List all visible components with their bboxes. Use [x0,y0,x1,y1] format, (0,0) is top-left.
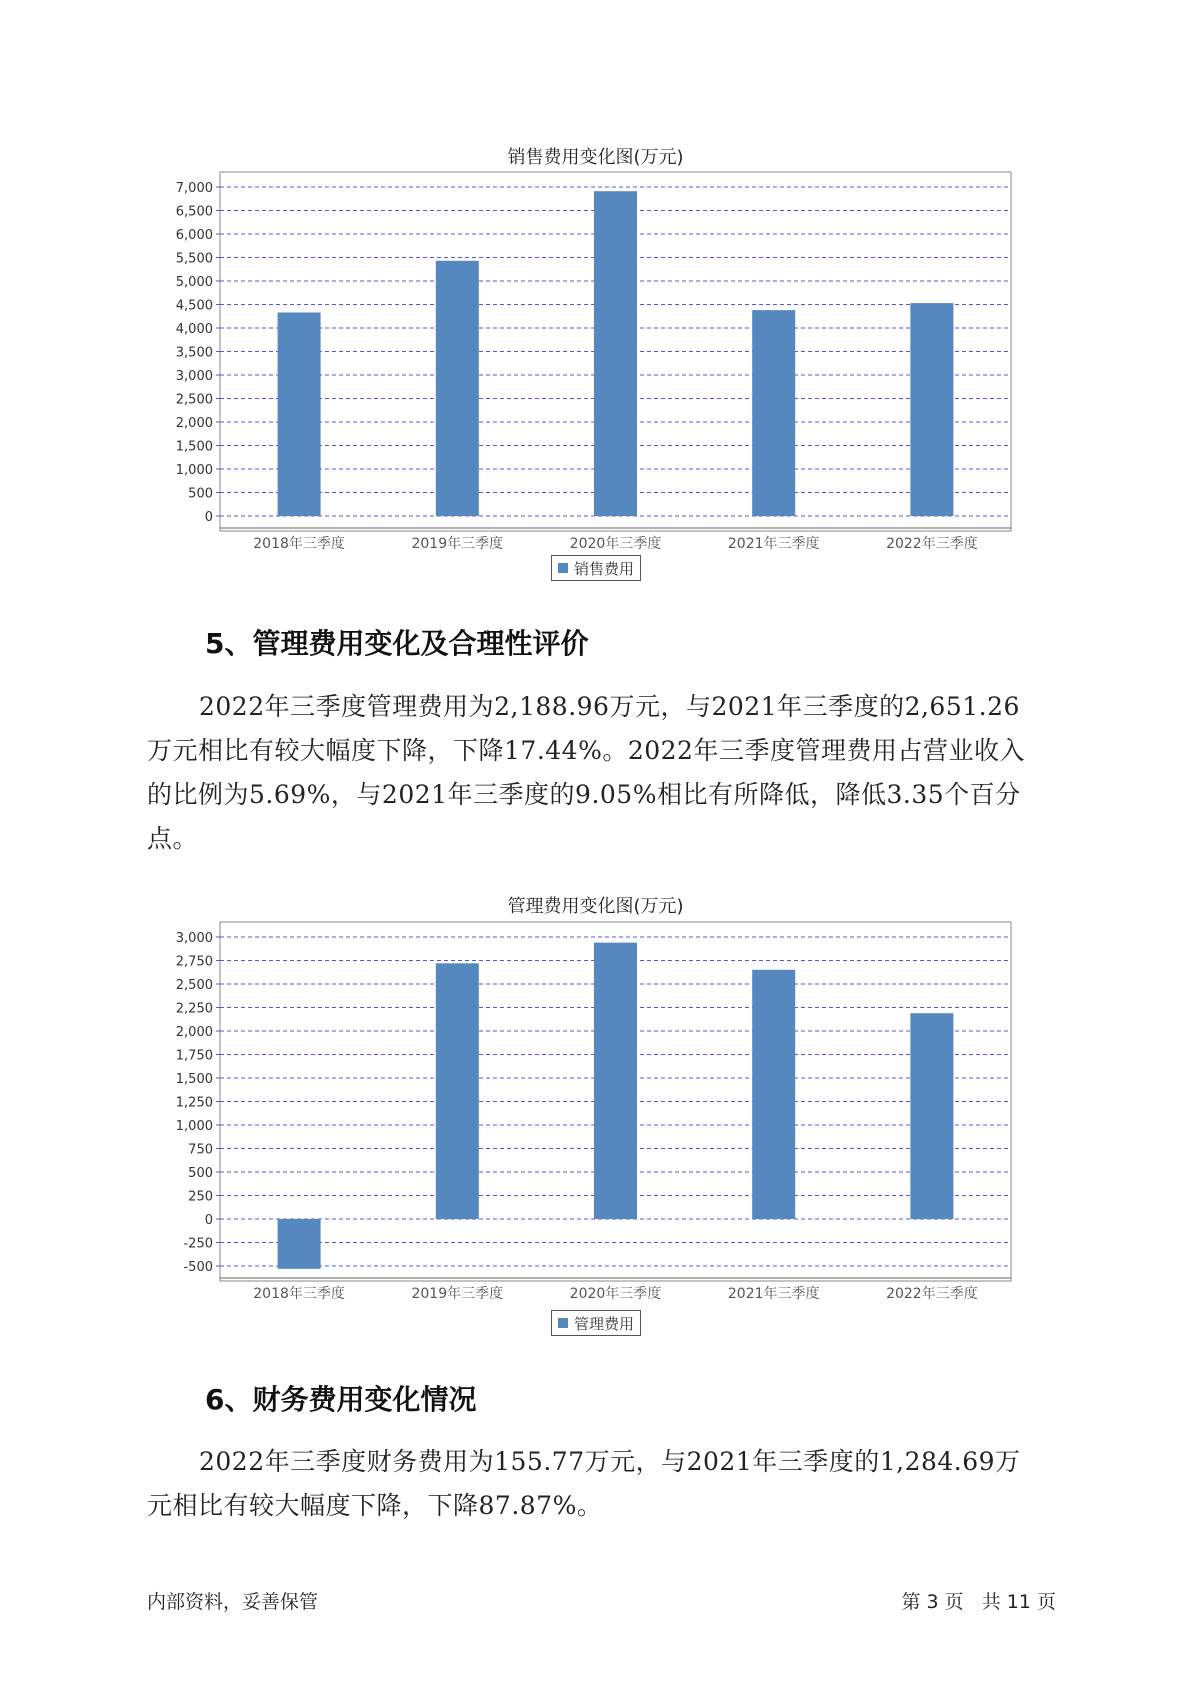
chart1-legend [551,555,641,581]
bar [278,1219,321,1269]
y-tick-label: 2,500 [175,978,213,993]
bar [594,191,637,516]
x-tick-label: 2022年三季度 [886,536,978,550]
y-tick-label: 1,500 [175,439,213,455]
x-tick-label: 2018年三季度 [253,536,345,550]
y-tick-label: 1,750 [175,1048,213,1064]
x-tick-label: 2021年三季度 [727,1286,820,1300]
y-tick-label: 1,250 [175,1095,213,1111]
y-tick-label: 6,000 [175,228,213,243]
section5-heading: 5、管理费用变化及合理性评价 [205,627,589,660]
y-tick-label: -250 [183,1236,213,1252]
y-tick-label: 500 [188,1166,213,1181]
bar [594,943,637,1219]
chart1-legend-label: 销售费用 [574,559,635,578]
y-tick-label: 3,000 [175,369,213,384]
section6-heading: 6、财务费用变化情况 [205,1383,477,1416]
x-tick-label: 2019年三季度 [411,1286,504,1300]
y-tick-label: 7,000 [175,181,213,196]
y-tick-label: 0 [204,510,213,525]
sales-expense-chart [0,170,1191,550]
y-tick-label: -500 [183,1260,213,1275]
bar [752,970,795,1219]
y-tick-label: 2,000 [175,416,213,431]
chart2-legend-label: 管理费用 [574,1314,635,1333]
y-tick-label: 500 [188,486,213,502]
y-tick-label: 250 [188,1189,213,1205]
x-tick-label: 2020年三季度 [569,1286,662,1300]
y-tick-label: 5,500 [175,251,213,267]
y-tick-label: 3,000 [175,931,213,946]
y-tick-label: 1,500 [175,1072,213,1087]
bar [752,310,795,516]
footer-page-number: 第 3 页 共 11 页 [901,1591,1056,1613]
y-tick-label: 1,000 [175,1119,213,1134]
section6-paragraph: 2022年三季度财务费用为155.77万元，与2021年三季度的1,284.69万元相比有较大幅度下降，下降87.87%。 [147,1447,1021,1520]
legend-swatch [558,1318,568,1328]
y-tick-label: 0 [204,1213,213,1228]
y-tick-label: 4,500 [175,298,213,314]
bar [278,312,321,516]
y-tick-label: 2,000 [175,1025,213,1040]
bar [436,963,479,1219]
x-tick-label: 2021年三季度 [727,536,820,550]
y-tick-label: 750 [188,1142,213,1158]
x-tick-label: 2018年三季度 [253,1286,345,1300]
y-tick-label: 1,000 [175,463,213,478]
y-tick-label: 2,250 [175,1001,213,1017]
y-tick-label: 6,500 [175,204,213,220]
y-tick-label: 4,000 [175,322,213,337]
y-tick-label: 3,500 [175,345,213,361]
y-tick-label: 2,500 [175,392,213,408]
bar [910,1013,953,1219]
section5-paragraph: 2022年三季度管理费用为2,188.96万元，与2021年三季度的2,651.26万元相比有较大幅度下降，下降17.44%。2022年三季度管理费用占营业收入的比例为5.69%，与2021年三季度的9.05%相比有所降低，降低3.35个百分点。 [147,692,1025,853]
chart2-title: 管理费用变化图(万元) [507,896,684,917]
chart1-title: 销售费用变化图(万元) [507,147,684,168]
x-tick-label: 2019年三季度 [411,536,504,550]
footer-confidential: 内部资料，妥善保管 [147,1591,319,1613]
bar [910,303,953,516]
y-tick-label: 5,000 [175,275,213,290]
x-tick-label: 2022年三季度 [886,1286,978,1300]
chart2-legend [551,1310,641,1336]
x-tick-label: 2020年三季度 [569,536,662,550]
admin-expense-chart [0,920,1191,1300]
y-tick-label: 2,750 [175,954,213,970]
bar [436,261,479,516]
legend-swatch [558,563,568,573]
